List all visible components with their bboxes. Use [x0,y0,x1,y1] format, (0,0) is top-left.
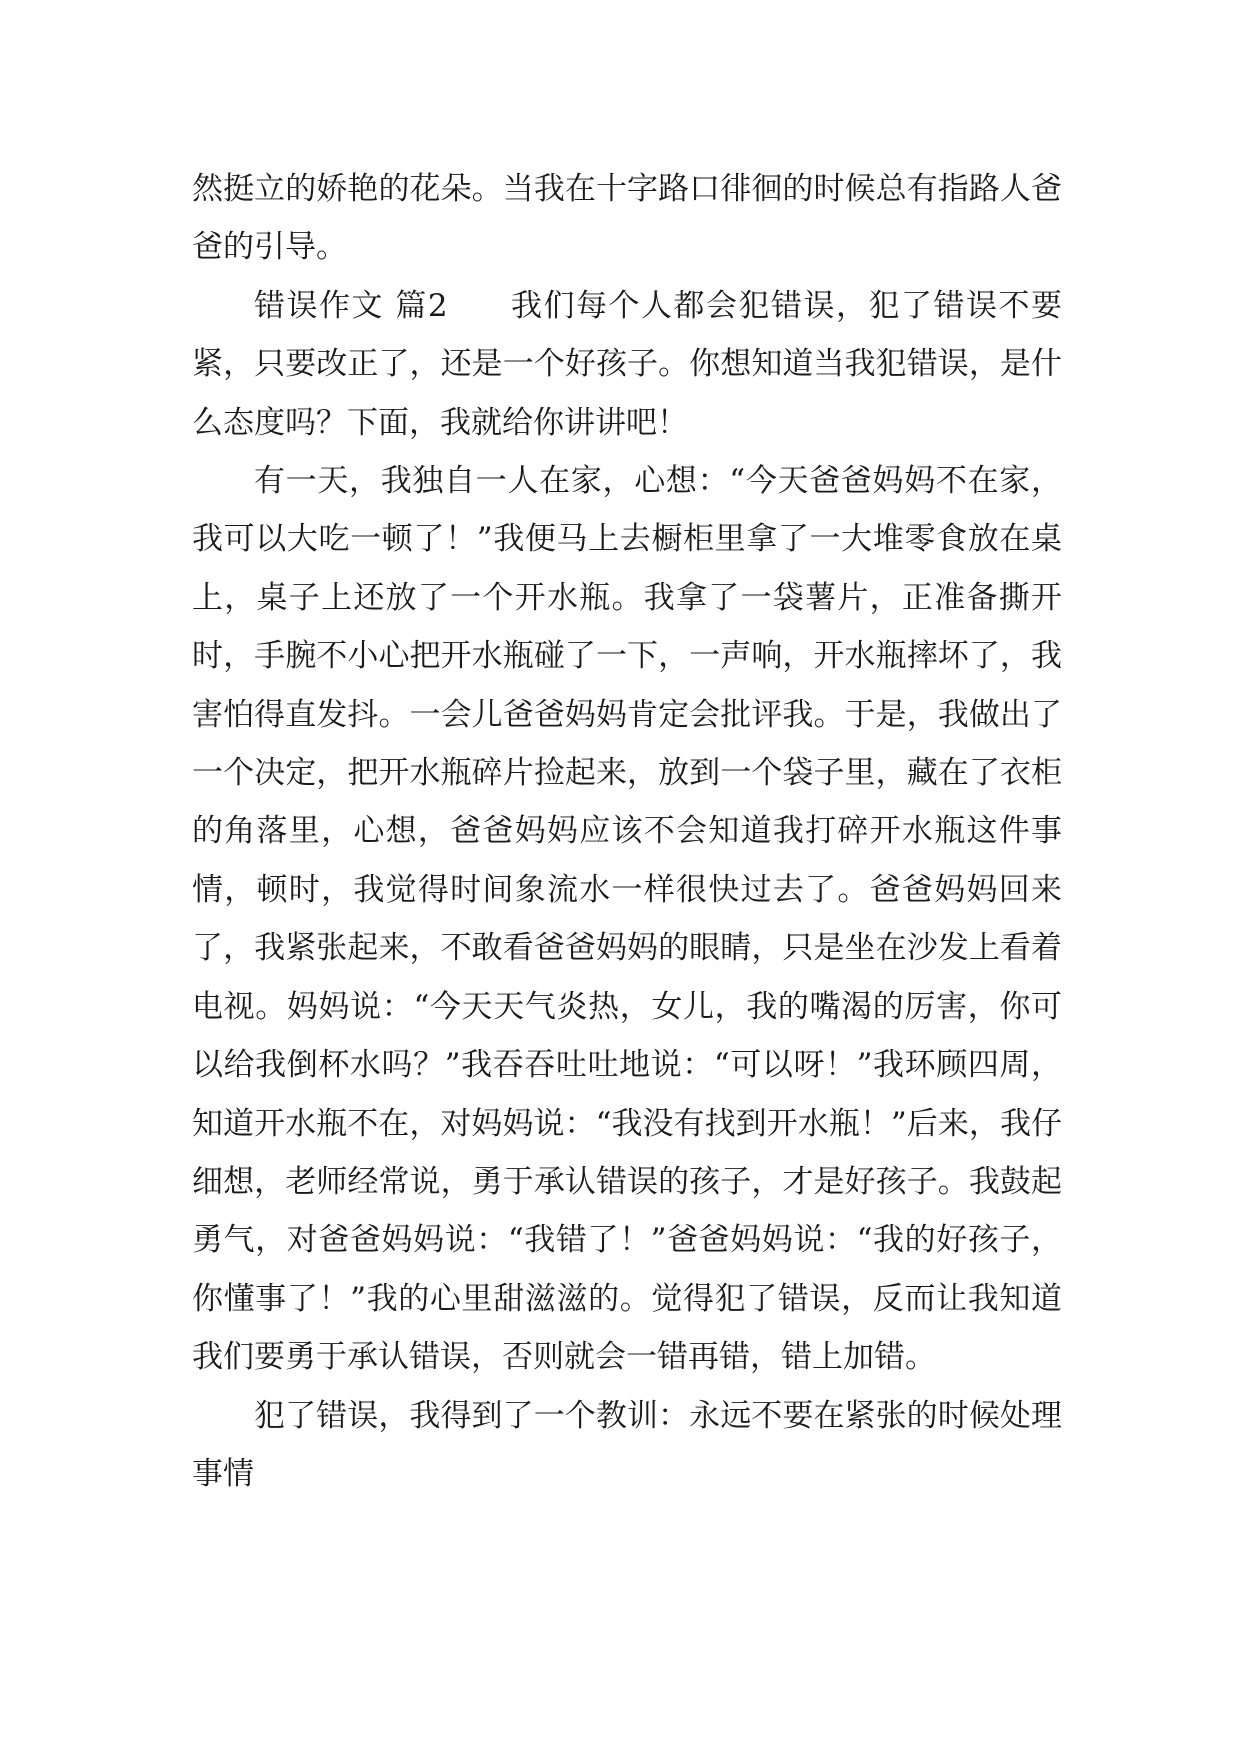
paragraph-essay-2-intro [192,277,1062,452]
paragraph-continued: 然挺立的娇艳的花朵。当我在十字路口徘徊的时候总有指路人爸爸的引导。 [192,171,1062,266]
essay-intro-text: 我们每个人都会犯错误，犯了错误不要紧，只要改正了，还是一个好孩子。你想知道当我犯错误，是什么态度吗？下面，我就给你讲讲吧！ [192,287,1063,441]
paragraph-story: 有一天，我独自一人在家，心想：“今天爸爸妈妈不在家，我可以大吃一顿了！”我便马上去橱柜里拿了一大堆零食放在桌上，桌子上还放了一个开水瓶。我拿了一袋薯片，正准备撕开时，手腕不小心把开水瓶碰了一下，一声响，开水瓶摔坏了，我害怕得直发抖。一会儿爸爸妈妈肯定会批评我。于是，我做出了一个决定，把开水瓶碎片捡起来，放到一个袋子里，藏在了衣柜的角落里，心想，爸爸妈妈应该不会知道我打碎开水瓶这件事情，顿时，我觉得时间象流水一样很快过去了。爸爸妈妈回来了，我紧张起来，不敢看爸爸妈妈的眼睛，只是坐在沙发上看着电视。妈妈说：“今天天气炎热，女儿，我的嘴渴的厉害，你可以给我倒杯水吗？”我吞吞吐吐地说：“可以呀！”我环顾四周，知道开水瓶不在，对妈妈说：“我没有找到开水瓶！”后来，我仔细想，老师经常说，勇于承认错误的孩子，才是好孩子。我鼓起勇气，对爸爸妈妈说：“我错了！”爸爸妈妈说：“我的好孩子，你懂事了！”我的心里甜滋滋的。觉得犯了错误，反而让我知道我们要勇于承认错误，否则就会一错再错，错上加错。 [192,463,1062,1376]
paragraph-conclusion: 犯了错误，我得到了一个教训：永远不要在紧张的时候处理事情 [192,1397,1062,1492]
essay-heading: 错误作文 篇2 [254,287,448,324]
article-body [192,160,1062,1503]
